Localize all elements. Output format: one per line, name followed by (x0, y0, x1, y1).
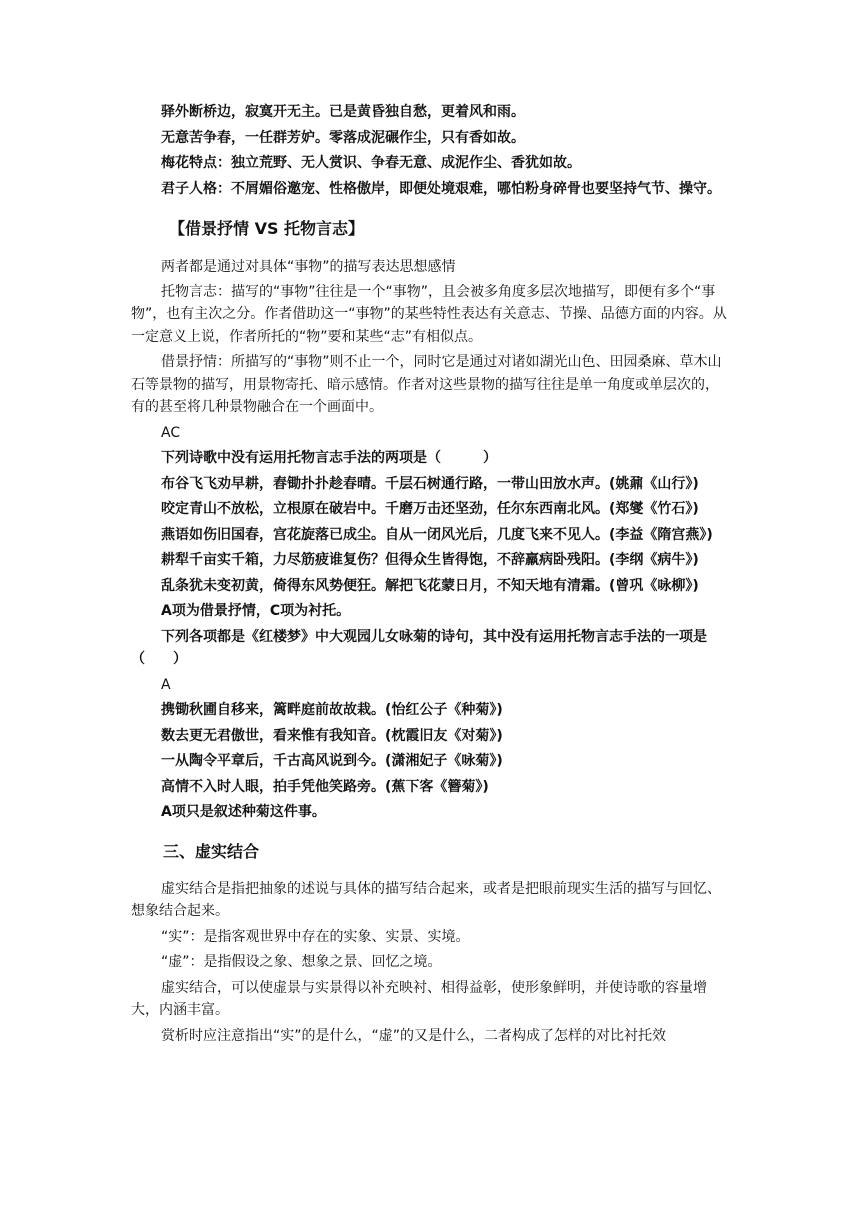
question-1-option: 咬定青山不放松，立根原在破岩中。千磨万击还坚劲，任尔东西南北风。(郑燮《竹石》) (161, 501, 699, 517)
question-1: 下列诗歌中没有运用托物言志手法的两项是（ ） (161, 450, 497, 466)
xu-definition: “虚”：是指假设之象、想象之景、回忆之境。 (161, 954, 442, 970)
poem-line-2: 无意苦争春，一任群芳妒。零落成泥碾作尘，只有香如故。 (161, 129, 525, 146)
tuowu-definition: 托物言志：描写的“事物”往往是一个“事物”，且会被多角度多层次地描写，即便有多个“事物”，也有主次之分。作者借助这一“事物”的某些特性表达有关意志、节操、品德方面的内容。从一定意义上说，作者所托的“物”要和某些“志”有相似点。 (131, 283, 727, 345)
xushi-definition: 虚实结合是指把抽象的述说与具体的描写结合起来，或者是把眼前现实生活的描写与回忆、想象结合起来。 (131, 880, 721, 919)
question-1-option: 乱条犹未变初黄，倚得东风势便狂。解把飞花蒙日月，不知天地有清霜。(曾巩《咏柳》) (161, 577, 699, 594)
question-2-option: 数去更无君傲世，看来惟有我知音。(枕霞旧友《对菊》) (161, 727, 503, 744)
xushi-effect: 虚实结合，可以使虚景与实景得以补充映衬、相得益彰，使形象鲜明，并使诗歌的容量增大，内涵丰富。 (131, 979, 707, 1018)
gentleman-character: 君子人格：不屑媚俗邀宠、性格傲岸，即便处境艰难，哪怕粉身碎骨也要坚持气节、操守。 (161, 180, 721, 197)
both-intro: 两者都是通过对具体“事物”的描写表达思想感情 (161, 259, 456, 275)
section-heading: 三、虚实结合 (163, 841, 260, 861)
question-2-option: 一从陶令平章后，千古高风说到今。(潇湘妃子《咏菊》) (161, 753, 503, 769)
question-1-option: 耕犁千亩实千箱，力尽筋疲谁复伤？但得众生皆得饱，不辞羸病卧残阳。(李纲《病牛》) (161, 552, 699, 568)
document-body (131, 101, 731, 1047)
answer-1: AC (161, 424, 181, 441)
plum-traits: 梅花特点：独立荒野、无人赏识、争春无意、成泥作尘、香犹如故。 (161, 155, 581, 171)
jiejing-definition: 借景抒情：所描写的“事物”则不止一个，同时它是通过对诸如湖光山色、田园桑麻、草木山石等景物的描写，用景物寄托、暗示感情。作者对这些景物的描写往往是单一角度或单层次的，有的甚至将几种景物融合在一个画面中。 (131, 354, 722, 415)
question-2-option: 高情不入时人眼，拍手凭他笑路旁。(蕉下客《簪菊》) (161, 778, 489, 795)
poem-line-1: 驿外断桥边，寂寞开无主。已是黄昏独自愁，更着风和雨。 (161, 104, 525, 120)
comparison-heading: 【借景抒情 VS 托物言志】 (169, 219, 365, 238)
question-2: 下列各项都是《红楼梦》中大观园儿女咏菊的诗句，其中没有运用托物言志手法的一项是（ ） (131, 628, 707, 667)
explanation-2: A项只是叙述种菊这件事。 (161, 804, 326, 820)
appreciation-tip: 赏析时应注意指出“实”的是什么，“虚”的又是什么，二者构成了怎样的对比衬托效 (161, 1027, 667, 1044)
answer-2: A (161, 676, 171, 693)
question-1-option: 燕语如伤旧国春，宫花旋落已成尘。自从一闭风光后，几度飞来不见人。(李益《隋宫燕》) (161, 526, 713, 543)
question-2-option: 携锄秋圃自移来，篱畔庭前故故栽。(怡红公子《种菊》) (161, 702, 503, 718)
shi-definition: “实”：是指客观世界中存在的实象、实景、实境。 (161, 928, 470, 945)
question-1-option: 布谷飞飞劝早耕，舂锄扑扑趁春晴。千层石树通行路，一带山田放水声。(姚鼐《山行》) (161, 475, 699, 492)
explanation-1: A项为借景抒情，C项为衬托。 (161, 603, 351, 619)
